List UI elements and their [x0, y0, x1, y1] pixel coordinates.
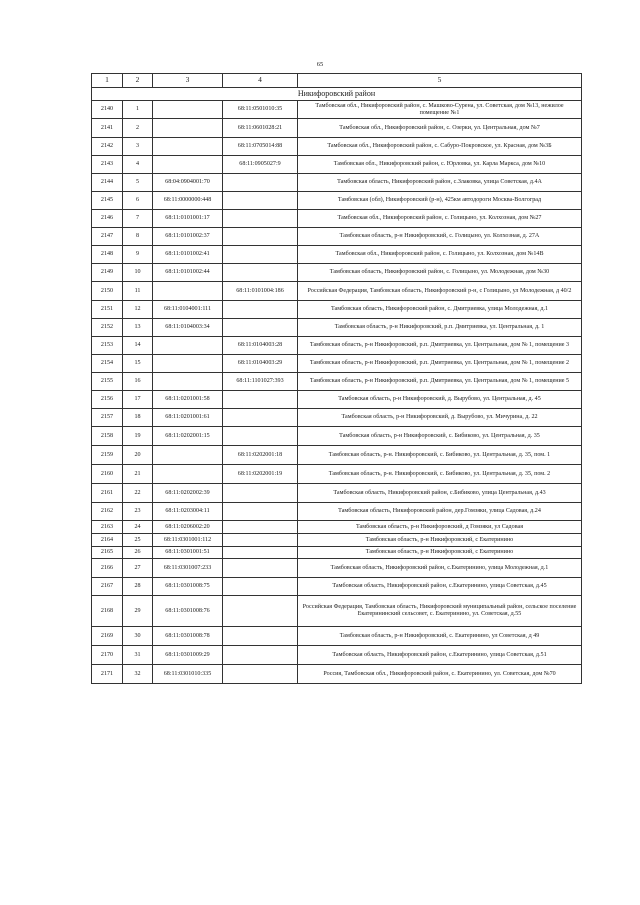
header-cell-1: 1: [92, 74, 123, 88]
table-row: [92, 646, 582, 665]
cadastral-number-premises-cell: [223, 301, 298, 319]
row-number-cell: 2170: [92, 646, 123, 665]
cadastral-number-land-cell: 68:11:0301008:76: [153, 596, 223, 627]
address-cell: Тамбовская область, р-н. Никифоровский, с. Бибиково, ул. Центральная, д. 35, пом. 1: [298, 446, 582, 465]
cadastral-number-land-cell: 68:11:0104003:34: [153, 319, 223, 337]
item-number-cell: 19: [123, 427, 153, 446]
cadastral-number-land-cell: 68:11:0301010:335: [153, 665, 223, 684]
item-number-cell: 29: [123, 596, 153, 627]
cadastral-number-land-cell: 68:11:0101002:37: [153, 228, 223, 246]
address-cell: Тамбовская область, р-н Никифоровский, с. Бибиково, ул. Центральная, д. 35: [298, 427, 582, 446]
cadastral-number-land-cell: 68:11:0301008:75: [153, 578, 223, 596]
table-row: [92, 138, 582, 156]
cadastral-number-premises-cell: 68:11:0104003:29: [223, 355, 298, 373]
row-number-cell: 2158: [92, 427, 123, 446]
cadastral-number-land-cell: 68:11:0101002:44: [153, 264, 223, 282]
row-number-cell: 2171: [92, 665, 123, 684]
table-row: [92, 559, 582, 578]
table-row: [92, 503, 582, 521]
cadastral-number-premises-cell: 68:11:0601028:21: [223, 119, 298, 138]
table-row: [92, 246, 582, 264]
cadastral-number-land-cell: 68:11:0000000:448: [153, 192, 223, 210]
item-number-cell: 3: [123, 138, 153, 156]
address-cell: Тамбовская область, р-н Никифоровский, с. Голицыно, ул. Колхозная, д. 27А: [298, 228, 582, 246]
address-cell: Тамбовская область, р-н Никифоровский, д Гомзяки, ул Садовая: [298, 521, 582, 534]
cadastral-number-premises-cell: [223, 559, 298, 578]
address-cell: Тамбовская (обл), Никифоровский (р-н), 425км автодороги Москва-Волгоград: [298, 192, 582, 210]
item-number-cell: 6: [123, 192, 153, 210]
table-row: [92, 337, 582, 355]
cadastral-number-premises-cell: [223, 534, 298, 547]
item-number-cell: 31: [123, 646, 153, 665]
table-row: [92, 192, 582, 210]
address-cell: Тамбовская обл., Никифоровский район, с. Голицыно, ул. Колхозная, дом №14В: [298, 246, 582, 264]
cadastral-number-land-cell: 68:11:0301007:233: [153, 559, 223, 578]
cadastral-number-premises-cell: [223, 246, 298, 264]
row-number-cell: 2144: [92, 174, 123, 192]
cadastral-number-land-cell: 68:11:0201001:58: [153, 391, 223, 409]
address-cell: Тамбовская область, р-н Никифоровский, р.п. Дмитриевка, ул. Центральная, дом № 1, помещение 3: [298, 337, 582, 355]
cadastral-number-premises-cell: [223, 264, 298, 282]
table-row: [92, 446, 582, 465]
table-row: [92, 282, 582, 301]
address-cell: Тамбовская область, р-н Никифоровский, р.п. Дмитриевка, ул. Центральная, дом № 1, помещение 2: [298, 355, 582, 373]
cadastral-number-land-cell: 68:11:0203004:11: [153, 503, 223, 521]
cadastral-number-premises-cell: [223, 427, 298, 446]
address-cell: Тамбовская область, Никифоровский район, с.Екатеринино, улица Советская, д.51: [298, 646, 582, 665]
address-cell: Тамбовская область, Никифоровский район, дер.Гомзяки, улица Садовая, д.24: [298, 503, 582, 521]
row-number-cell: 2152: [92, 319, 123, 337]
table-row: [92, 119, 582, 138]
cadastral-number-premises-cell: 68:11:0705014:88: [223, 138, 298, 156]
row-number-cell: 2145: [92, 192, 123, 210]
row-number-cell: 2148: [92, 246, 123, 264]
cadastral-number-premises-cell: [223, 596, 298, 627]
property-register-table: [91, 73, 582, 684]
cadastral-number-premises-cell: [223, 521, 298, 534]
item-number-cell: 28: [123, 578, 153, 596]
address-cell: Тамбовская обл., Никифоровский район, с. Голицыно, ул. Колхозная, дом №27: [298, 210, 582, 228]
address-cell: Тамбовская область, р-н Никифоровский, р.п. Дмитриевка, ул. Центральная, дом № 1, помещение 5: [298, 373, 582, 391]
row-number-cell: 2149: [92, 264, 123, 282]
address-cell: Тамбовская обл., Никифоровский район, с. Озерки, ул. Центральная, дом №7: [298, 119, 582, 138]
row-number-cell: 2156: [92, 391, 123, 409]
cadastral-number-premises-cell: 68:11:0905027:9: [223, 156, 298, 174]
row-number-cell: 2161: [92, 484, 123, 503]
table-row: [92, 210, 582, 228]
row-number-cell: 2159: [92, 446, 123, 465]
table-row: [92, 534, 582, 547]
cadastral-number-premises-cell: 68:11:1101027:393: [223, 373, 298, 391]
item-number-cell: 16: [123, 373, 153, 391]
cadastral-number-land-cell: 68:11:0201001:61: [153, 409, 223, 427]
cadastral-number-land-cell: [153, 373, 223, 391]
item-number-cell: 12: [123, 301, 153, 319]
table-row: [92, 409, 582, 427]
cadastral-number-land-cell: [153, 156, 223, 174]
address-cell: Тамбовская обл., Никифоровский район, с. Сабуро-Покровское, ул. Красная, дом №3Б: [298, 138, 582, 156]
cadastral-number-land-cell: [153, 119, 223, 138]
item-number-cell: 4: [123, 156, 153, 174]
address-cell: Тамбовская область, Никифоровский район, с. Дмитриевка, улица Молодежная, д.1: [298, 301, 582, 319]
row-number-cell: 2168: [92, 596, 123, 627]
item-number-cell: 13: [123, 319, 153, 337]
row-number-cell: 2166: [92, 559, 123, 578]
table-row: [92, 596, 582, 627]
item-number-cell: 18: [123, 409, 153, 427]
item-number-cell: 15: [123, 355, 153, 373]
table-row: [92, 391, 582, 409]
cadastral-number-land-cell: [153, 138, 223, 156]
item-number-cell: 1: [123, 101, 153, 119]
address-cell: Российская Федерация, Тамбовская область, Никифоровский р-н, с Голицыно, ул Молодежная, д 40/2: [298, 282, 582, 301]
row-number-cell: 2157: [92, 409, 123, 427]
cadastral-number-premises-cell: [223, 210, 298, 228]
row-number-cell: 2160: [92, 465, 123, 484]
address-cell: Тамбовская область, Никифоровский район, с.Злаковка, улица Советская, д.4А: [298, 174, 582, 192]
table-row: [92, 484, 582, 503]
cadastral-number-premises-cell: [223, 319, 298, 337]
row-number-cell: 2150: [92, 282, 123, 301]
row-number-cell: 2151: [92, 301, 123, 319]
cadastral-number-premises-cell: [223, 228, 298, 246]
section-row: [92, 88, 582, 101]
item-number-cell: 2: [123, 119, 153, 138]
cadastral-number-land-cell: [153, 465, 223, 484]
cadastral-number-land-cell: [153, 101, 223, 119]
cadastral-number-land-cell: 68:04:0904001:70: [153, 174, 223, 192]
address-cell: Тамбовская область, р-н Никифоровский, д. Вырубово, ул. Мичурина, д. 22: [298, 409, 582, 427]
address-cell: Тамбовская область, р-н Никифоровский, с Екатеринино: [298, 547, 582, 559]
cadastral-number-land-cell: [153, 337, 223, 355]
table-row: [92, 373, 582, 391]
cadastral-number-premises-cell: [223, 484, 298, 503]
table-row: [92, 578, 582, 596]
cadastral-number-premises-cell: 68:11:0202001:18: [223, 446, 298, 465]
cadastral-number-premises-cell: 68:11:0101004:186: [223, 282, 298, 301]
table-row: [92, 101, 582, 119]
table-row: [92, 228, 582, 246]
cadastral-number-land-cell: 68:11:0206002:20: [153, 521, 223, 534]
row-number-cell: 2140: [92, 101, 123, 119]
page-number: 65: [316, 61, 324, 68]
cadastral-number-premises-cell: [223, 547, 298, 559]
cadastral-number-land-cell: [153, 355, 223, 373]
table-row: [92, 465, 582, 484]
cadastral-number-land-cell: [153, 282, 223, 301]
item-number-cell: 5: [123, 174, 153, 192]
row-number-cell: 2142: [92, 138, 123, 156]
header-row: [92, 74, 582, 88]
cadastral-number-premises-cell: 68:11:0202001:19: [223, 465, 298, 484]
address-cell: Российская Федерация, Тамбовская область, Никифоровский муниципальный район, сельское поселение Екатерининский сельсовет, с. Екатеринино, ул. Советская, д.55: [298, 596, 582, 627]
cadastral-number-premises-cell: 68:11:0501010:35: [223, 101, 298, 119]
cadastral-number-premises-cell: [223, 503, 298, 521]
cadastral-number-premises-cell: [223, 391, 298, 409]
item-number-cell: 9: [123, 246, 153, 264]
item-number-cell: 17: [123, 391, 153, 409]
item-number-cell: 23: [123, 503, 153, 521]
cadastral-number-land-cell: 68:11:0301008:78: [153, 627, 223, 646]
table-row: [92, 547, 582, 559]
item-number-cell: 24: [123, 521, 153, 534]
address-cell: Тамбовская область, р-н Никифоровский, с Екатеринино: [298, 534, 582, 547]
cadastral-number-land-cell: 68:11:0202001:15: [153, 427, 223, 446]
cadastral-number-land-cell: 68:11:0301009:29: [153, 646, 223, 665]
item-number-cell: 10: [123, 264, 153, 282]
item-number-cell: 27: [123, 559, 153, 578]
address-cell: Тамбовская область, Никифоровский район, с.Екатеринино, улица Советская, д.45: [298, 578, 582, 596]
table-row: [92, 174, 582, 192]
address-cell: Россия, Тамбовская обл., Никифоровский район, с. Екатеринино, ул. Советская, дом №70: [298, 665, 582, 684]
item-number-cell: 14: [123, 337, 153, 355]
cadastral-number-premises-cell: [223, 646, 298, 665]
item-number-cell: 25: [123, 534, 153, 547]
row-number-cell: 2155: [92, 373, 123, 391]
cadastral-number-land-cell: 68:11:0202002:39: [153, 484, 223, 503]
row-number-cell: 2143: [92, 156, 123, 174]
address-cell: Тамбовская область, р-н Никифоровский, с. Екатеринино, ул Советская, д 49: [298, 627, 582, 646]
table-row: [92, 665, 582, 684]
address-cell: Тамбовская область, р-н. Никифоровский, с. Бибиково, ул. Центральная, д. 35, пом. 2: [298, 465, 582, 484]
cadastral-number-premises-cell: [223, 578, 298, 596]
address-cell: Тамбовская область, р-н Никифоровский, д. Вырубово, ул. Центральная, д. 45: [298, 391, 582, 409]
item-number-cell: 20: [123, 446, 153, 465]
cadastral-number-land-cell: [153, 446, 223, 465]
table-row: [92, 156, 582, 174]
address-cell: Тамбовская область, р-н Никифоровский, р.п. Дмитриевка, ул. Центральная, д. 1: [298, 319, 582, 337]
item-number-cell: 32: [123, 665, 153, 684]
header-cell-3: 3: [153, 74, 223, 88]
item-number-cell: 7: [123, 210, 153, 228]
table-row: [92, 355, 582, 373]
table-row: [92, 627, 582, 646]
cadastral-number-premises-cell: [223, 665, 298, 684]
table-row: [92, 264, 582, 282]
address-cell: Тамбовская область, Никифоровский район, с. Голицыно, ул. Молодежная, дом №30: [298, 264, 582, 282]
table-row: [92, 319, 582, 337]
cadastral-number-premises-cell: [223, 409, 298, 427]
address-cell: Тамбовская область, Никифоровский район, с.Бибиково, улица Центральная, д.43: [298, 484, 582, 503]
section-title: Никифоровский район: [92, 88, 582, 101]
item-number-cell: 26: [123, 547, 153, 559]
cadastral-number-premises-cell: [223, 174, 298, 192]
cadastral-number-land-cell: 68:11:0101001:17: [153, 210, 223, 228]
cadastral-number-land-cell: 68:11:0104001:111: [153, 301, 223, 319]
table-row: [92, 427, 582, 446]
table-row: [92, 301, 582, 319]
item-number-cell: 30: [123, 627, 153, 646]
row-number-cell: 2146: [92, 210, 123, 228]
table-row: [92, 521, 582, 534]
address-cell: Тамбовская обл., Никифоровский район, с. Юрловка, ул. Карла Маркса, дом №10: [298, 156, 582, 174]
cadastral-number-land-cell: 68:11:0101002:41: [153, 246, 223, 264]
row-number-cell: 2162: [92, 503, 123, 521]
cadastral-number-land-cell: 68:11:0301001:112: [153, 534, 223, 547]
item-number-cell: 11: [123, 282, 153, 301]
row-number-cell: 2147: [92, 228, 123, 246]
header-cell-4: 4: [223, 74, 298, 88]
row-number-cell: 2165: [92, 547, 123, 559]
cadastral-number-premises-cell: 68:11:0104003:28: [223, 337, 298, 355]
address-cell: Тамбовская обл., Никифоровский район, с. Машково-Сурена, ул. Советская, дом №13, нежилое помещение №1: [298, 101, 582, 119]
row-number-cell: 2164: [92, 534, 123, 547]
row-number-cell: 2167: [92, 578, 123, 596]
address-cell: Тамбовская область, Никифоровский район, с.Екатеринино, улица Молодежная, д.1: [298, 559, 582, 578]
row-number-cell: 2169: [92, 627, 123, 646]
item-number-cell: 8: [123, 228, 153, 246]
header-cell-2: 2: [123, 74, 153, 88]
header-cell-5: 5: [298, 74, 582, 88]
row-number-cell: 2163: [92, 521, 123, 534]
cadastral-number-premises-cell: [223, 627, 298, 646]
row-number-cell: 2153: [92, 337, 123, 355]
cadastral-number-land-cell: 68:11:0301001:51: [153, 547, 223, 559]
row-number-cell: 2154: [92, 355, 123, 373]
item-number-cell: 21: [123, 465, 153, 484]
item-number-cell: 22: [123, 484, 153, 503]
cadastral-number-premises-cell: [223, 192, 298, 210]
row-number-cell: 2141: [92, 119, 123, 138]
